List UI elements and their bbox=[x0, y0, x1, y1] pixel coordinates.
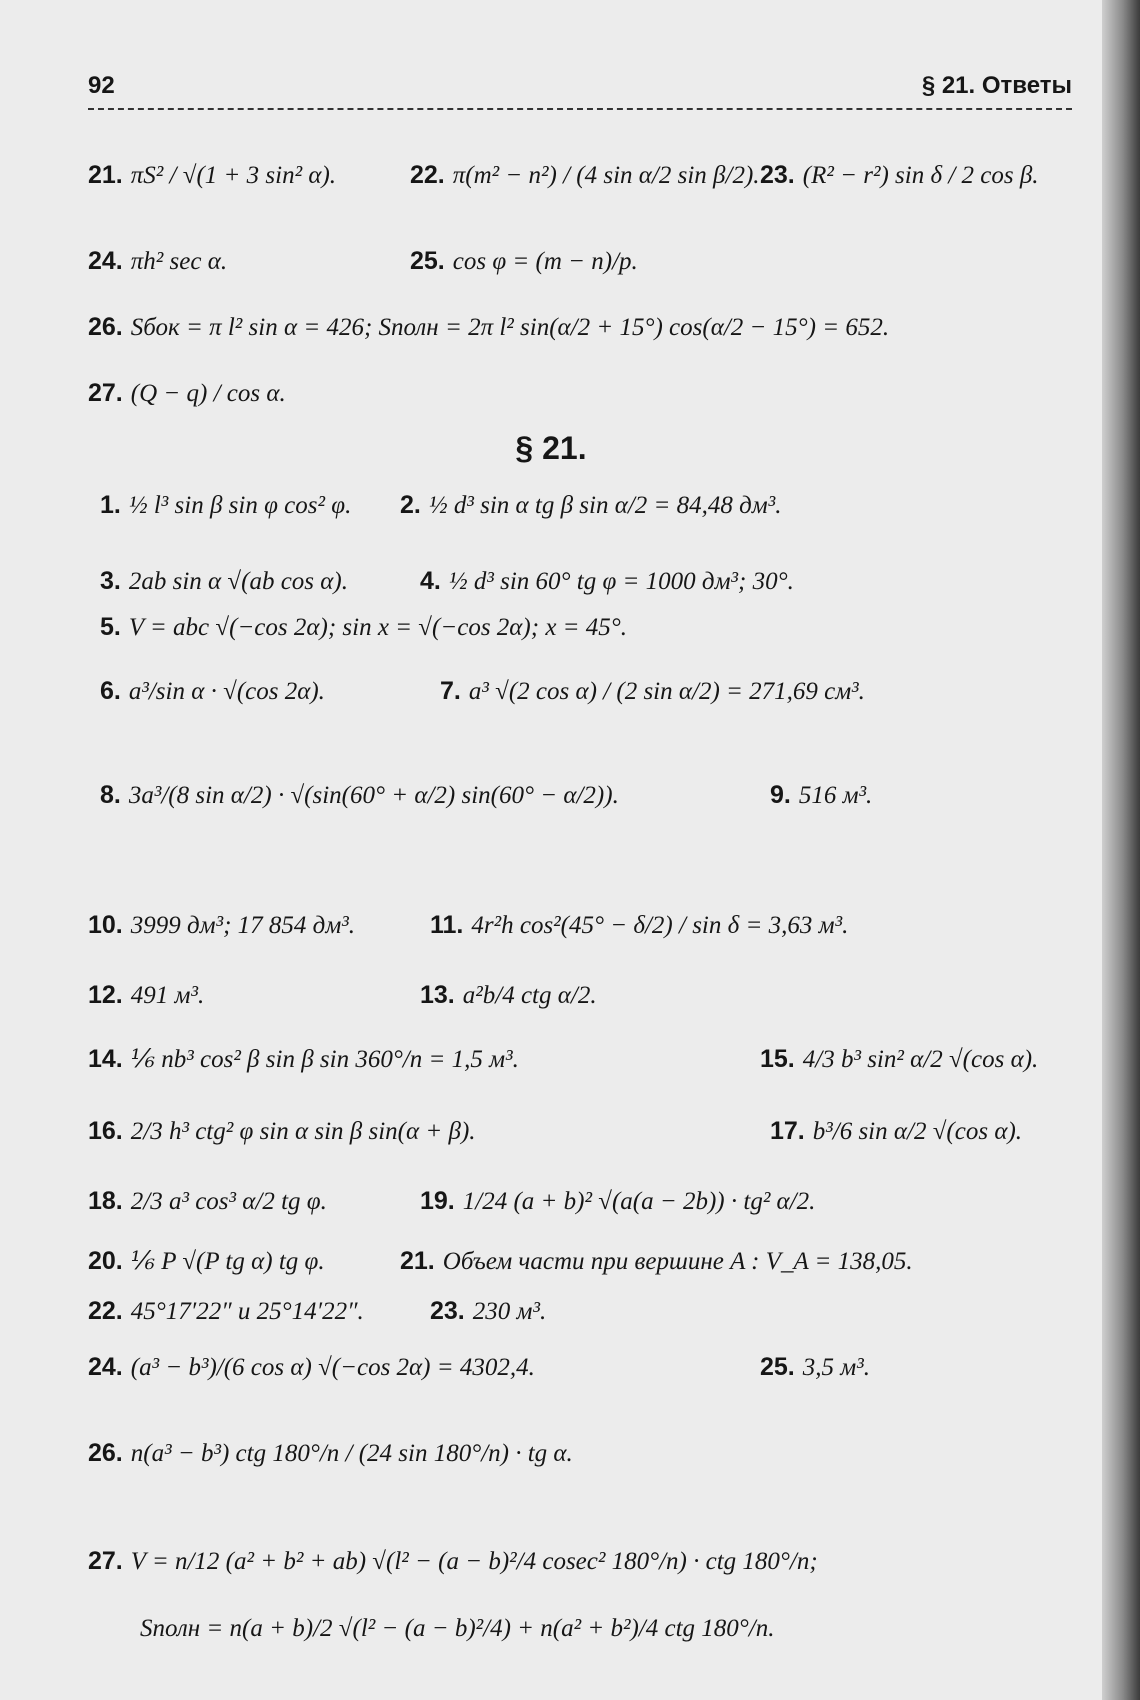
prev-answer-22: 22. π(m² − n²) / (4 sin α/2 sin β/2). bbox=[410, 161, 760, 189]
answer-10: 10. 3999 дм³; 17 854 дм³. bbox=[88, 911, 356, 939]
answer-8: 8. 3a³/(8 sin α/2) · √(sin(60° + α/2) sin(60° − α/2)). bbox=[100, 781, 619, 809]
prev-answer-24: 24. πh² sec α. bbox=[88, 247, 228, 275]
answer-25: 25. 3,5 м³. bbox=[760, 1353, 870, 1381]
answer-2: 2. ½ d³ sin α tg β sin α/2 = 84,48 дм³. bbox=[400, 491, 782, 519]
prev-answer-25: 25. cos φ = (m − n)/p. bbox=[410, 247, 638, 275]
answer-17: 17. b³/6 sin α/2 √(cos α). bbox=[770, 1117, 1023, 1145]
answer-9: 9. 516 м³. bbox=[770, 781, 873, 809]
answer-20: 20. ⅙ P √(P tg α) tg φ. bbox=[88, 1247, 325, 1275]
prev-answer-26: 26. Sбок = π l² sin α = 426; Sполн = 2π l² sin(α/2 + 15°) cos(α/2 − 15°) = 652. bbox=[88, 313, 890, 341]
section-title: § 21. bbox=[515, 430, 587, 466]
answer-26: 26. n(a³ − b³) ctg 180°/n / (24 sin 180°/n) · tg α. bbox=[88, 1439, 573, 1467]
answer-6: 6. a³/sin α · √(cos 2α). bbox=[100, 677, 325, 705]
answer-16: 16. 2/3 h³ ctg² φ sin α sin β sin(α + β). bbox=[88, 1117, 476, 1145]
answer-5: 5. V = abc √(−cos 2α); sin x = √(−cos 2α); x = 45°. bbox=[100, 613, 628, 641]
answer-3: 3. 2ab sin α √(ab cos α). bbox=[100, 567, 348, 595]
answer-4: 4. ½ d³ sin 60° tg φ = 1000 дм³; 30°. bbox=[420, 567, 794, 595]
prev-answer-23: 23. (R² − r²) sin δ / 2 cos β. bbox=[760, 161, 1039, 189]
prev-answer-21: 21. πS² / √(1 + 3 sin² α). bbox=[88, 161, 337, 189]
answer-1: 1. ½ l³ sin β sin φ cos² φ. bbox=[100, 491, 352, 519]
page-number: 92 bbox=[88, 72, 115, 99]
prev-answer-27: 27. (Q − q) / cos α. bbox=[88, 379, 286, 407]
answer-27-total-area: Sполн = n(a + b)/2 √(l² − (a − b)²/4) + n(a² + b²)/4 ctg 180°/n. bbox=[140, 1615, 775, 1642]
answer-14: 14. ⅙ nb³ cos² β sin β sin 360°/n = 1,5 м³. bbox=[88, 1045, 519, 1073]
answer-7: 7. a³ √(2 cos α) / (2 sin α/2) = 271,69 см³. bbox=[440, 677, 865, 705]
answer-13: 13. a²b/4 ctg α/2. bbox=[420, 981, 597, 1009]
answer-27: 27. V = n/12 (a² + b² + ab) √(l² − (a − b)²/4 cosec² 180°/n) · ctg 180°/n; bbox=[88, 1547, 818, 1575]
answer-12: 12. 491 м³. bbox=[88, 981, 205, 1009]
running-head: § 21. Ответы bbox=[921, 72, 1072, 99]
answer-23: 23. 230 м³. bbox=[430, 1297, 547, 1325]
answer-11: 11. 4r²h cos²(45° − δ/2) / sin δ = 3,63 м³. bbox=[430, 911, 849, 939]
answer-15: 15. 4/3 b³ sin² α/2 √(cos α). bbox=[760, 1045, 1039, 1073]
answer-24: 24. (a³ − b³)/(6 cos α) √(−cos 2α) = 4302,4. bbox=[88, 1353, 535, 1381]
scan-page-edge bbox=[1102, 0, 1140, 1700]
answer-21: 21. Объем части при вершине A : V_A = 138,05. bbox=[400, 1247, 913, 1275]
page-header bbox=[88, 68, 1072, 110]
answer-22: 22. 45°17′22″ и 25°14′22″. bbox=[88, 1297, 364, 1325]
answer-18: 18. 2/3 a³ cos³ α/2 tg φ. bbox=[88, 1187, 327, 1215]
answer-19: 19. 1/24 (a + b)² √(a(a − 2b)) · tg² α/2. bbox=[420, 1187, 816, 1215]
